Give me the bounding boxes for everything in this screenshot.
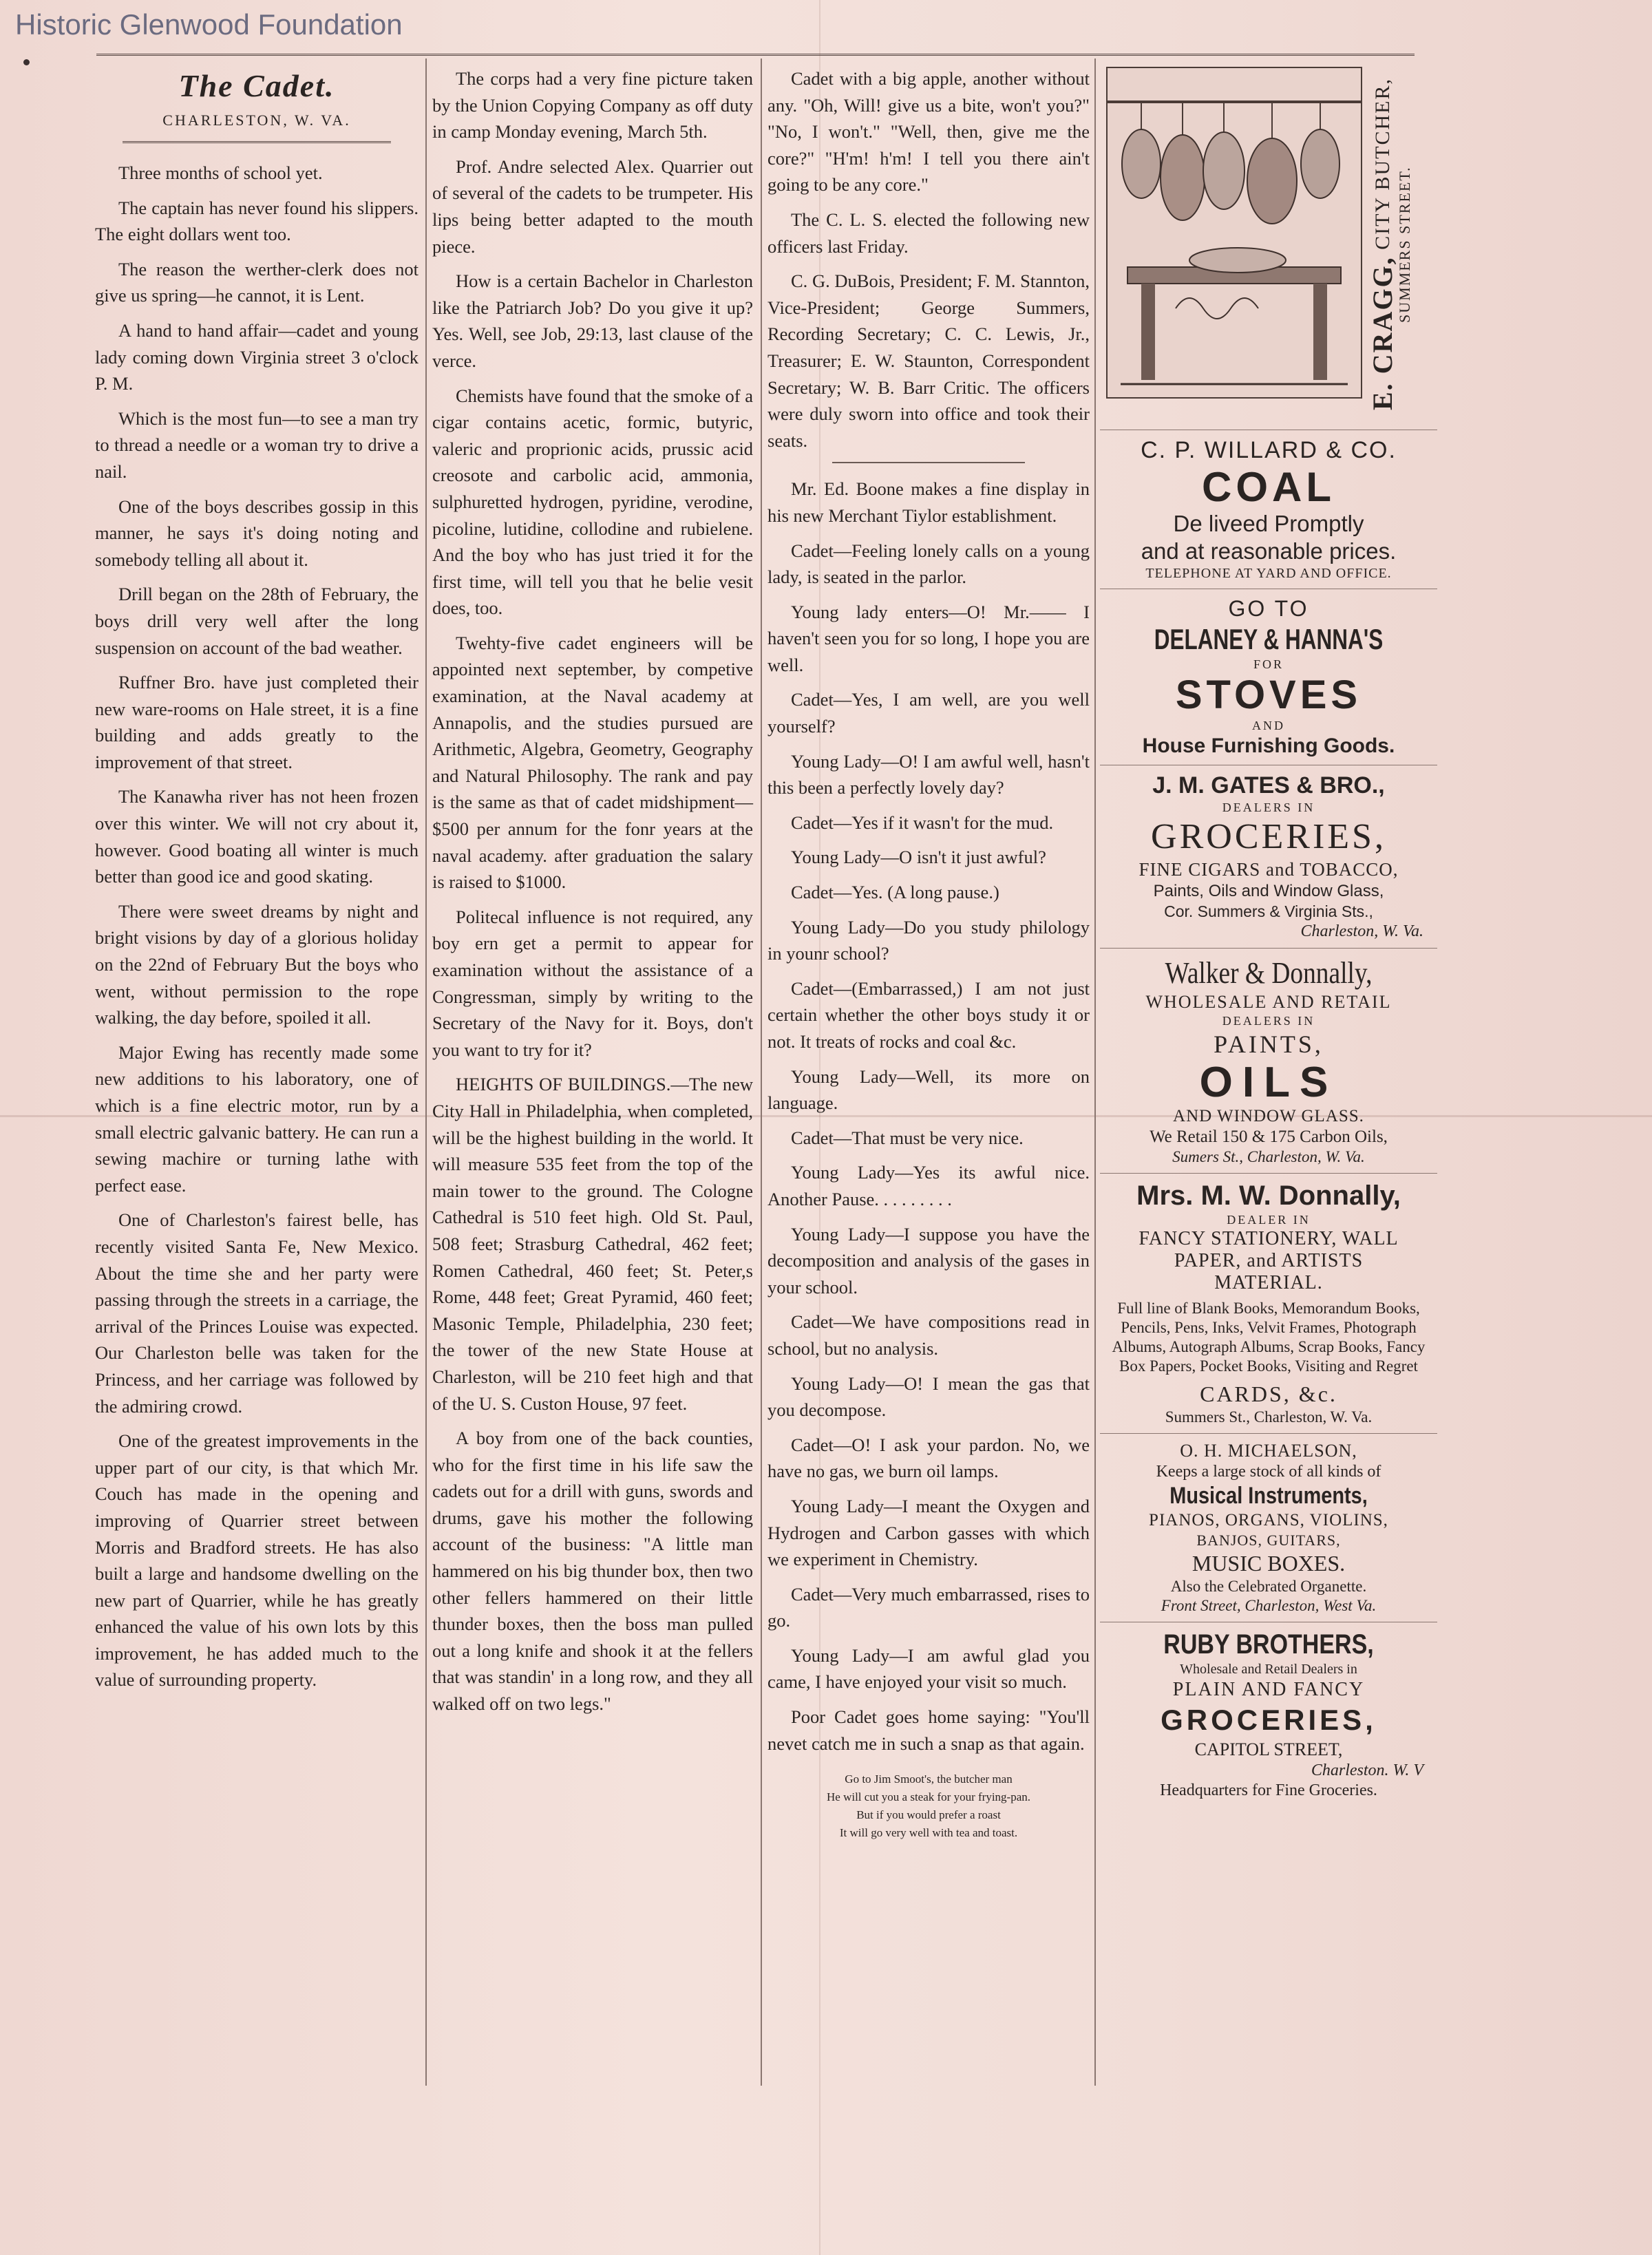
ad-line: FANCY STATIONERY, WALL xyxy=(1139,1228,1399,1249)
ad-line: MUSIC BOXES. xyxy=(1192,1551,1346,1576)
dialogue-paragraph: Young Lady—Do you study philology in younr school? xyxy=(767,916,1090,964)
article-paragraph: Politecal influence is not required, any boy ern get a permit to appear for examination without the assistance of a Congressman, simply by writing to the Secretary of the Navy for it. Boys, don't you want to try for it? xyxy=(432,906,753,1060)
ad-product: Musical Instruments, xyxy=(1169,1483,1368,1509)
dialogue-paragraph: Cadet—Yes if it wasn't for the mud. xyxy=(791,812,1054,833)
article-paragraph: The reason the werther-clerk does not give us spring—he cannot, it is Lent. xyxy=(95,258,419,306)
section-separator xyxy=(832,462,1025,463)
ad-line: We Retail 150 & 175 Carbon Oils, xyxy=(1150,1128,1388,1146)
verse-line: But if you would prefer a roast xyxy=(856,1808,1001,1822)
binding-hole xyxy=(23,59,30,65)
top-rule xyxy=(96,54,1415,56)
dialogue-paragraph: Cadet—That must be very nice. xyxy=(791,1127,1024,1148)
michaelson-ad xyxy=(1100,1434,1437,1622)
ad-firm: Mrs. M. W. Donnally, xyxy=(1136,1181,1401,1211)
ad-line: PLAIN AND FANCY xyxy=(1172,1679,1365,1700)
masthead-title: The Cadet. xyxy=(178,68,335,103)
ad-city: Sumers St., Charleston, W. Va. xyxy=(1172,1148,1365,1165)
column-1 xyxy=(95,65,419,1702)
ad-line: FOR xyxy=(1253,657,1284,671)
column-2 xyxy=(432,65,753,1726)
ad-line: AND xyxy=(1252,719,1285,732)
ad-line: Cor. Summers & Virginia Sts., xyxy=(1164,902,1373,920)
butcher-ad xyxy=(1100,61,1437,430)
ad-line: CAPITOL STREET, xyxy=(1194,1739,1343,1759)
column-3 xyxy=(767,65,1090,1842)
dialogue-paragraph: Young Lady—Yes its awful nice. Another Pause. . . . . . . . . xyxy=(767,1162,1090,1209)
ad-line: CARDS, &c. xyxy=(1200,1381,1337,1406)
delaney-hanna-ad xyxy=(1100,589,1437,765)
ad-line: Paints, Oils and Window Glass, xyxy=(1153,882,1384,900)
column-rule xyxy=(761,59,762,2086)
ad-line: Keeps a large stock of all kinds of xyxy=(1156,1463,1381,1481)
verse-line: Go to Jim Smoot's, the butcher man xyxy=(845,1772,1013,1786)
masthead-place: CHARLESTON, W. VA. xyxy=(162,112,351,129)
dialogue-paragraph: Young Lady—I am awful glad you came, I have enjoyed your visit so much. xyxy=(767,1644,1090,1693)
dialogue-paragraph: Cadet—(Embarrassed,) I am not just certain whether the other boys study it or not. It treats of rocks and coal &c. xyxy=(767,977,1090,1052)
dialogue-paragraph: Young lady enters—O! Mr.—— I haven't seen you for so long, I hope you are well. xyxy=(767,601,1090,675)
ad-line: Headquarters for Fine Groceries. xyxy=(1160,1781,1377,1799)
ad-line: House Furnishing Goods. xyxy=(1142,734,1395,757)
article-paragraph: The Kanawha river has not heen frozen over this winter. We will not cry about it, however. Good boating all winter is much better than good ice and good skating. xyxy=(95,786,419,887)
ad-line: PIANOS, ORGANS, VIOLINS, xyxy=(1149,1511,1388,1529)
dialogue-paragraph: Cadet—Very much embarrassed, rises to go. xyxy=(767,1583,1090,1631)
gates-ad xyxy=(1100,765,1437,949)
article-paragraph: Cadet with a big apple, another without any. "Oh, Will! give us a bite, won't you?" "No, I won't." "Well, then, give me the core?" "H'm! h'm! I tell you there ain't going to be any core." xyxy=(767,68,1090,195)
ad-line: DEALER IN xyxy=(1227,1213,1311,1227)
ad-line: WHOLESALE AND RETAIL xyxy=(1145,992,1392,1012)
column-rule xyxy=(1094,59,1096,2086)
ad-firm: O. H. MICHAELSON, xyxy=(1180,1441,1357,1461)
article-paragraph: The captain has never found his slippers. The eight dollars went too. xyxy=(95,197,419,245)
dialogue-paragraph: Young Lady—O isn't it just awful? xyxy=(791,847,1046,868)
article-paragraph: One of the greatest improvements in the upper part of our city, is that which Mr. Couch has made in the opening and improving of Quarrier street between Morris and Bradford streets. He has also built a large and handsome dwelling on the new part of Quarrier, while he has greatly enhanced the value of his own lots by this improvement, he has added much to the value of surrounding property. xyxy=(95,1430,419,1691)
verse-line: It will go very well with tea and toast. xyxy=(839,1826,1018,1840)
article-paragraph: One of Charleston's fairest belle, has recently visited Santa Fe, New Mexico. About the time she and her party were passing through the streets in a carriage, the arrival of the Princes Louise was expected. Our Charleston belle was taken for the Princess, and her carriage was followed by the admiring crowd. xyxy=(95,1209,419,1417)
article-paragraph: A boy from one of the back counties, who for the first time in his life saw the cadets out for a drill with guns, swords and drums, gave his mother the following account of the business: "A little man hammered on his big thunder box, then two other fellers hammered on their little thunder boxes, then the boss man pulled out a long knife and shook it at the fellers that was standin' in a long row, and they all walked off on two legs." xyxy=(432,1428,753,1715)
article-paragraph: The C. L. S. elected the following new officers last Friday. xyxy=(767,209,1090,257)
masthead-rule xyxy=(123,141,391,143)
ad-firm: Walker & Donnally, xyxy=(1165,956,1373,990)
column-rule xyxy=(425,59,427,2086)
ad-firm: J. M. GATES & BRO., xyxy=(1152,772,1385,798)
ad-line: DEALERS IN xyxy=(1222,801,1315,814)
article-paragraph: Major Ewing has recently made some new additions to his laboratory, one of which is a fine electric motor, run by a small electric galvanic battery. He can run a sewing machire or turning lathe with perfect ease. xyxy=(95,1041,419,1196)
ad-line: TELEPHONE AT YARD AND OFFICE. xyxy=(1145,566,1392,581)
article-paragraph: Prof. Andre selected Alex. Quarrier out of several of the cadets to be trumpeter. His lips being better adapted to the mouth piece. xyxy=(432,156,753,257)
ad-product: OILS xyxy=(1199,1059,1338,1106)
article-paragraph: A hand to hand affair—cadet and young lady coming down Virginia street 3 o'clock P. M. xyxy=(95,319,419,394)
advertisement-column xyxy=(1100,61,1437,1807)
article-paragraph: Ruffner Bro. have just completed their new ware-rooms on Hale street, it is a fine building and adds greatly to the improvement of that street. xyxy=(95,672,419,772)
ad-body: Full line of Blank Books, Memorandum Books, Pencils, Pens, Inks, Velvit Frames, Photograph Albums, Autograph Albums, Scrap Books, Fancy Box Papers, Pocket Books, Visiting and Regret xyxy=(1112,1300,1426,1375)
article-paragraph: HEIGHTS OF BUILDINGS.—The new City Hall in Philadelphia, when completed, will be the highest building in the world. It will measure 535 feet from the top of the main tower to the ground. The Cologne Cathedral is 510 feet high. Old St. Paul, 508 feet; Strasburg Cathedral, 462 feet; Romen Cathedral, 460 feet; St. Peter,s Rome, 448 feet; Great Pyramid, 460 feet; Masonic Temple, Philadelphia, 230 feet; the tower of the new State House at Charleston, will be 210 feet high and that of the U. S. Custon House, 97 feet. xyxy=(432,1074,753,1414)
ad-line: Also the Celebrated Organette. xyxy=(1170,1578,1367,1595)
dialogue-paragraph: Cadet—O! I ask your pardon. No, we have no gas, we burn oil lamps. xyxy=(767,1434,1090,1482)
dialogue-paragraph: Young Lady—O! I am awful well, hasn't this been a perfectly lovely day? xyxy=(767,750,1090,798)
article-paragraph: Twehty-five cadet engineers will be appointed next september, by competive examination, at the Naval academy at Annapolis, and the studies pursued are Arithmetic, Algebra, Geometry, Geography and Natural Philosophy. The rank and pay is the same as that of cadet midshipment—$500 per annum for the fonr years at the naval academy. after graduation the salary is raised to $1000. xyxy=(432,632,753,893)
dialogue-paragraph: Young Lady—O! I mean the gas that you decompose. xyxy=(767,1373,1090,1421)
ruby-brothers-ad xyxy=(1100,1622,1437,1807)
ad-product: PAINTS, xyxy=(1214,1030,1324,1058)
ad-line: De liveed Promptly xyxy=(1173,511,1364,536)
dialogue-paragraph: Poor Cadet goes home saying: "You'll nevet catch me in such a snap as that again. xyxy=(767,1706,1090,1754)
ad-product: COAL xyxy=(1202,464,1335,510)
ad-line: DEALERS IN xyxy=(1222,1014,1315,1028)
ad-line: AND WINDOW GLASS. xyxy=(1173,1107,1364,1125)
ad-city: Front Street, Charleston, West Va. xyxy=(1161,1597,1377,1614)
dialogue-paragraph: Cadet—Yes, I am well, are you well yourself? xyxy=(767,689,1090,737)
ad-line: and at reasonable prices. xyxy=(1141,538,1397,564)
dialogue-paragraph: Young Lady—I suppose you have the decomposition and analysis of the gases in your school. xyxy=(767,1223,1090,1298)
butcher-shop-illustration xyxy=(1100,61,1368,405)
ad-line: BANJOS, GUITARS, xyxy=(1196,1532,1341,1549)
ad-product: GROCERIES, xyxy=(1151,817,1386,856)
ad-city: Charleston, W. Va. xyxy=(1300,922,1423,940)
article-paragraph: There were sweet dreams by night and bright visions by day of a glorious holiday on the 22nd of February But the boys who went, without permission to the rope walking, the day before, spoiled it all. xyxy=(95,900,419,1028)
dialogue-paragraph: Mr. Ed. Boone makes a fine display in his new Merchant Tiylor establishment. xyxy=(767,478,1090,526)
ad-product: STOVES xyxy=(1175,673,1362,717)
article-paragraph: How is a certain Bachelor in Charleston like the Patriarch Job? Do you give it up? Yes. Well, see Job, 29:13, last clause of the verce. xyxy=(432,271,753,371)
ad-line: PAPER, and ARTISTS xyxy=(1174,1250,1364,1271)
ad-product: GROCERIES, xyxy=(1161,1704,1377,1736)
article-paragraph: Chemists have found that the smoke of a cigar contains acetic, formic, butyric, valeric and proprionic acids, prussic acid creosote and carbolic acid, ammonia, sulphuretted hydrogen, pyridine, verodine, picoline, lutidine, collodine and rubielene. And the boy who has just tried it for the first time, will tell you that he belie vesit does, too. xyxy=(432,385,754,619)
butcher-street: SUMMERS STREET. xyxy=(1396,166,1413,323)
donnally-stationery-ad xyxy=(1100,1174,1437,1434)
ad-city: Charleston. W. V xyxy=(1311,1761,1423,1779)
verse xyxy=(767,1770,1090,1842)
butcher-name: E. CRAGG, xyxy=(1367,256,1398,411)
masthead xyxy=(95,65,419,143)
dialogue-paragraph: Cadet—We have compositions read in school, but no analysis. xyxy=(767,1311,1090,1359)
ad-city: Summers St., Charleston, W. Va. xyxy=(1165,1408,1373,1426)
butcher-trade: CITY BUTCHER, xyxy=(1371,78,1394,251)
ad-line: FINE CIGARS and TOBACCO, xyxy=(1139,859,1399,880)
article-paragraph: Drill began on the 28th of February, the boys drill very well after the long suspension on account of the bad weather. xyxy=(95,584,419,658)
dialogue-paragraph: Young Lady—Well, its more on language. xyxy=(767,1066,1090,1114)
dialogue-paragraph: Cadet—Yes. (A long pause.) xyxy=(791,882,999,903)
ad-firm: RUBY BROTHERS, xyxy=(1163,1629,1374,1660)
watermark: Historic Glenwood Foundation xyxy=(15,8,403,41)
article-paragraph: Three months of school yet. xyxy=(118,162,323,183)
ad-line: MATERIAL. xyxy=(1214,1272,1323,1293)
ad-line: GO TO xyxy=(1228,596,1309,621)
dialogue-paragraph: Cadet—Feeling lonely calls on a young lady, is seated in the parlor. xyxy=(767,540,1090,588)
ad-firm: C. P. WILLARD & CO. xyxy=(1141,437,1397,463)
verse-line: He will cut you a steak for your frying-pan. xyxy=(827,1790,1030,1804)
ad-line: Wholesale and Retail Dealers in xyxy=(1180,1662,1357,1677)
willard-coal-ad xyxy=(1100,430,1437,589)
butcher-ad-text xyxy=(1367,76,1441,413)
article-paragraph: The corps had a very fine picture taken by the Union Copying Company as off duty in camp Monday evening, March 5th. xyxy=(432,68,753,142)
article-paragraph: One of the boys describes gossip in this manner, he says it's doing noting and somebody telling all about it. xyxy=(95,496,419,570)
dialogue-paragraph: Young Lady—I meant the Oxygen and Hydrogen and Carbon gasses with which we experiment in Chemistry. xyxy=(767,1495,1090,1570)
ad-firm: DELANEY & HANNA'S xyxy=(1154,623,1384,655)
walker-donnally-ad xyxy=(1100,949,1437,1174)
article-paragraph: C. G. DuBois, President; F. M. Stannton, Vice-President; George Summers, Recording Secretary; C. C. Lewis, Jr., Treasurer; E. W. Staunton, Correspondent Secretary; W. B. Barr Critic. The officers were duly sworn into office and took their seats. xyxy=(767,271,1090,451)
article-paragraph: Which is the most fun—to see a man try to thread a needle or a woman try to drive a nail. xyxy=(95,407,419,482)
